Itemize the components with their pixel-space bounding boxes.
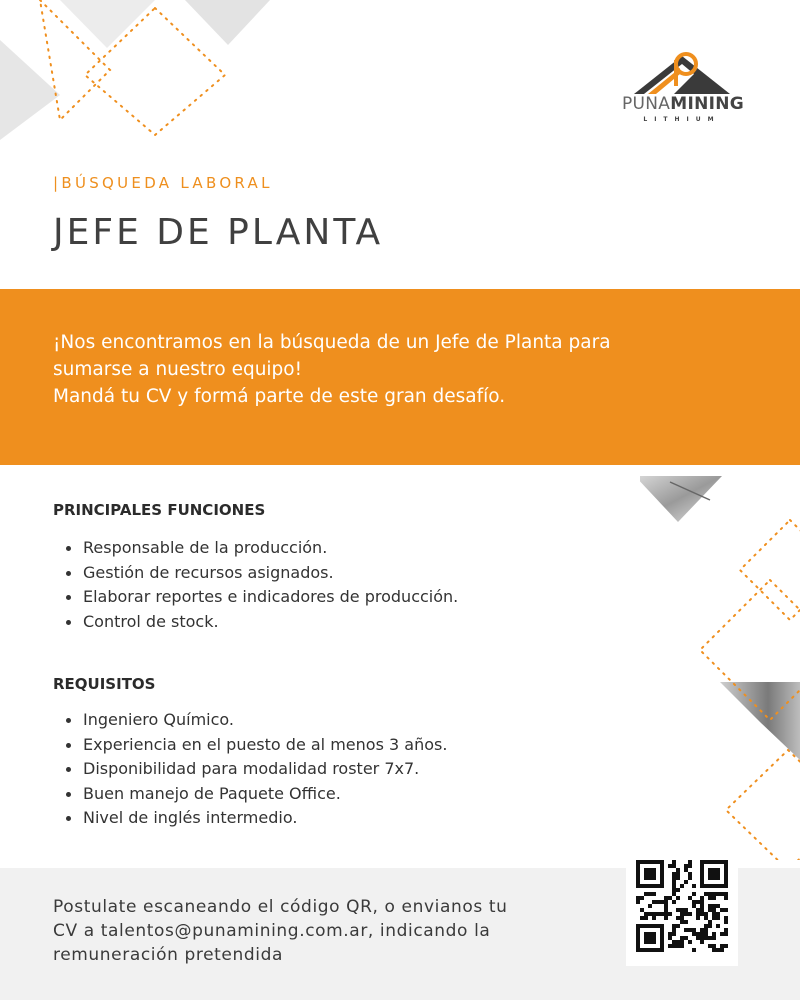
list-item: Ingeniero Químico. (63, 708, 447, 733)
eyebrow-label: |BÚSQUEDA LABORAL (53, 174, 273, 192)
list-item: Disponibilidad para modalidad roster 7x7. (63, 757, 447, 782)
intro-text (53, 329, 753, 410)
footer-line-2: CV a talentos@punamining.com.ar, indicando la (53, 921, 491, 941)
brand-subtitle: LITHIUM (643, 116, 721, 123)
brand-logo (622, 50, 745, 130)
list-item: Elaborar reportes e indicadores de producción. (63, 585, 458, 610)
list-item: Control de stock. (63, 610, 458, 635)
qr-code-container (626, 848, 738, 966)
requisitos-list (63, 708, 447, 831)
qr-code-icon (636, 860, 728, 952)
list-item: Experiencia en el puesto de al menos 3 años. (63, 733, 447, 758)
footer-text (53, 895, 573, 967)
list-item: Nivel de inglés intermedio. (63, 806, 447, 831)
footer-line-3: remuneración pretendida (53, 945, 283, 965)
page-title: JEFE DE PLANTA (53, 212, 384, 253)
footer-line-1: Postulate escaneando el código QR, o envianos tu (53, 897, 508, 917)
list-item: Buen manejo de Paquete Office. (63, 782, 447, 807)
intro-band (0, 289, 800, 465)
funciones-list (63, 536, 458, 634)
funciones-heading: PRINCIPALES FUNCIONES (53, 501, 266, 519)
brand-name-part1: PUNA (622, 94, 671, 114)
requisitos-heading: REQUISITOS (53, 675, 156, 693)
intro-line-2: sumarse a nuestro equipo! (53, 359, 303, 380)
brand-name-part2: MINING (670, 94, 745, 114)
mountain-logo-icon (634, 50, 730, 94)
side-decoration (640, 460, 800, 860)
intro-line-3: Mandá tu CV y formá parte de este gran desafío. (53, 386, 506, 407)
intro-line-1: ¡Nos encontramos en la búsqueda de un Jefe de Planta para (53, 332, 611, 353)
brand-name (622, 94, 745, 114)
corner-decoration (0, 0, 300, 150)
list-item: Responsable de la producción. (63, 536, 458, 561)
list-item: Gestión de recursos asignados. (63, 561, 458, 586)
